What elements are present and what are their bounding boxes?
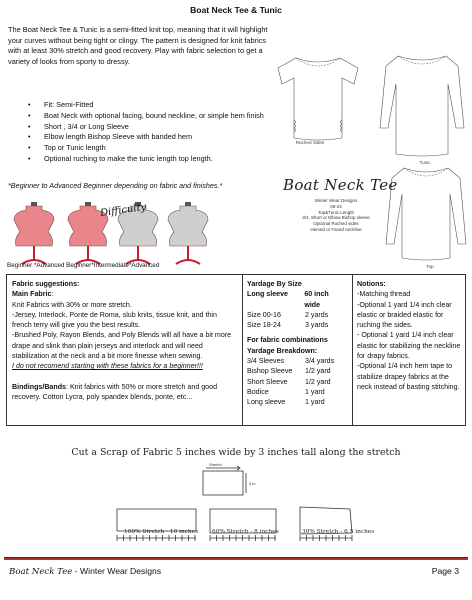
breakdown-row: Bodice 1 yard — [247, 387, 325, 396]
info-table — [6, 274, 466, 426]
feature-item: • Elbow length Bishop Sleeve with banded hem — [28, 132, 278, 143]
sketch-top — [386, 168, 466, 260]
bindings-text: Bindings/Bands: Knit fabrics with 50% or more stretch and good recovery. Cotton Lycra, poly spandex blends, ponte, etc... — [12, 382, 218, 401]
stretch-scrap-100 — [117, 509, 199, 541]
footer-logo: Boat Neck Tee — [9, 567, 73, 577]
feature-list — [28, 100, 278, 165]
dress-form-icon — [168, 202, 208, 264]
breakdown-row: Short Sleeve 1/2 yard — [247, 377, 331, 386]
stretch-scrap-60 — [210, 509, 276, 541]
skill-note: *Beginner to Advanced Beginner depending on fabric and finishes.* — [8, 181, 223, 190]
notion-item: - Optional 1 yard 1/4 inch clear elastic for stabilizing the neckline for drapy fabrics. — [357, 331, 461, 361]
sketch-caption-tunic: Tunic — [419, 160, 431, 165]
sample-scrap — [203, 463, 255, 495]
scrap-instructions-title: Cut a Scrap of Fabric 5 inches wide by 3 inches tall along the stretch — [71, 447, 401, 458]
logo-detail-line: 3/4, Short or Elbow Bishop sleeve — [302, 215, 370, 221]
feature-item: • Fit: Semi-Fitted — [28, 100, 278, 111]
sketch-ruched-top — [278, 58, 358, 140]
sketch-caption-top: Top — [426, 264, 434, 269]
breakdown-row: 3/4 Sleeves 3/4 yards — [247, 357, 335, 366]
logo-detail-line: 00-24 — [330, 203, 342, 209]
sketch-tunic — [380, 56, 464, 156]
feature-item: • Top or Tunic length — [28, 143, 278, 154]
footer-rule — [4, 557, 468, 560]
boat-neck-tee-logo: Boat Neck Tee — [283, 176, 398, 194]
feature-item: • Short , 3/4 or Long Sleeve — [28, 122, 278, 133]
logo-detail-line: Optional Ruched sides — [313, 221, 359, 227]
sketch-caption-ruched: Ruched Sides — [295, 140, 325, 145]
yardage-by-size — [242, 275, 346, 425]
main-fabric-line: Knit Fabrics with 30% or more stretch. — [12, 300, 132, 309]
beginner-warning: I do not recomend starting with these fabrics for a beginner!!! — [12, 362, 203, 371]
main-fabric-line: -Brushed Poly, Rayon Blends, and Poly Blends will all have a bit more drape and slink than plain jerseys and interlock and will need stabilization at the neck and a bit more finesse when sewing. — [12, 331, 232, 361]
logo-details — [286, 198, 386, 233]
yardage-column-headers: Long sleeve 60 inch wide — [247, 290, 329, 309]
page-number: Page 3 — [431, 566, 459, 576]
notions-heading: Notions: — [357, 280, 386, 288]
difficulty-label: Difficulty — [99, 201, 147, 220]
logo-detail-line: Top&Tunic Length — [317, 209, 355, 215]
footer-brand — [9, 566, 161, 577]
footer-designer: - Winter Wear Designs — [72, 566, 162, 576]
fabric-heading: Fabric suggestions: — [12, 280, 80, 288]
logo-detail-line: Hemed or Faced neckline — [310, 226, 362, 232]
feature-item: • Optional ruching to make the tunic length top length. — [28, 154, 278, 165]
difficulty-levels: Beginner *Advanced Beginner*Intermediate*Advanced — [7, 262, 160, 269]
intro-paragraph: The Boat Neck Tee & Tunic is a semi-fitted knit top, meaning that it will highlight your curves without being tight or clingy. The pattern is designed for knit fabrics with at least 30% stretch and good recovery. Play with fabric selection to get a variety of looks from sporty to dressy. — [8, 25, 268, 66]
combo-heading: For fabric combinations — [247, 336, 328, 345]
dimension-label: 3 in — [249, 481, 256, 486]
notion-item: -Optional 1 yard 1/4 inch clear elastic or braided elastic for ruching the sides. — [357, 300, 452, 330]
notion-item: -Optional 1/4 inch hem tape to stabilize drapey fabrics at the neck instead of basting stitching. — [357, 362, 460, 391]
dress-form-icon — [14, 202, 54, 264]
yardage-row: Size 18-24 3 yards — [247, 321, 329, 330]
yardage-heading: Yardage By Size — [247, 280, 302, 288]
stretch-caption-60: 60% Stretch - 8 inches — [212, 529, 279, 535]
stretch-caption-100: 100% Stretch - 10 inches — [124, 529, 199, 535]
breakdown-row: Long sleeve 1 yard — [247, 398, 325, 407]
logo-detail-line: Winter Wear Designs — [314, 198, 358, 203]
breakdown-heading: Yardage Breakdown: — [247, 346, 318, 355]
fabric-suggestions — [12, 275, 236, 425]
feature-item: • Boat Neck with optional facing, bound neckline, or simple hem finish — [28, 111, 278, 122]
main-fabric-line: -Jersey, Interlock, Ponte de Roma, slub knits, tissue knit, and thin french terry will give you the best results. — [12, 310, 217, 330]
stretch-scrap-30 — [300, 507, 352, 541]
stretch-caption-30: 30% Stretch - 6.5 inches — [302, 529, 375, 535]
notions — [352, 275, 464, 425]
stretch-test-diagram — [0, 463, 472, 571]
breakdown-row: Bishop Sleeve 1/2 yard — [247, 367, 331, 376]
stretch-label: Stretch — [209, 463, 222, 467]
notion-item: -Matching thread — [357, 290, 411, 299]
yardage-row: Size 00-16 2 yards — [247, 310, 329, 319]
main-fabric-label: Main Fabric: — [12, 290, 54, 299]
page-title: Boat Neck Tee & Tunic — [190, 5, 282, 15]
